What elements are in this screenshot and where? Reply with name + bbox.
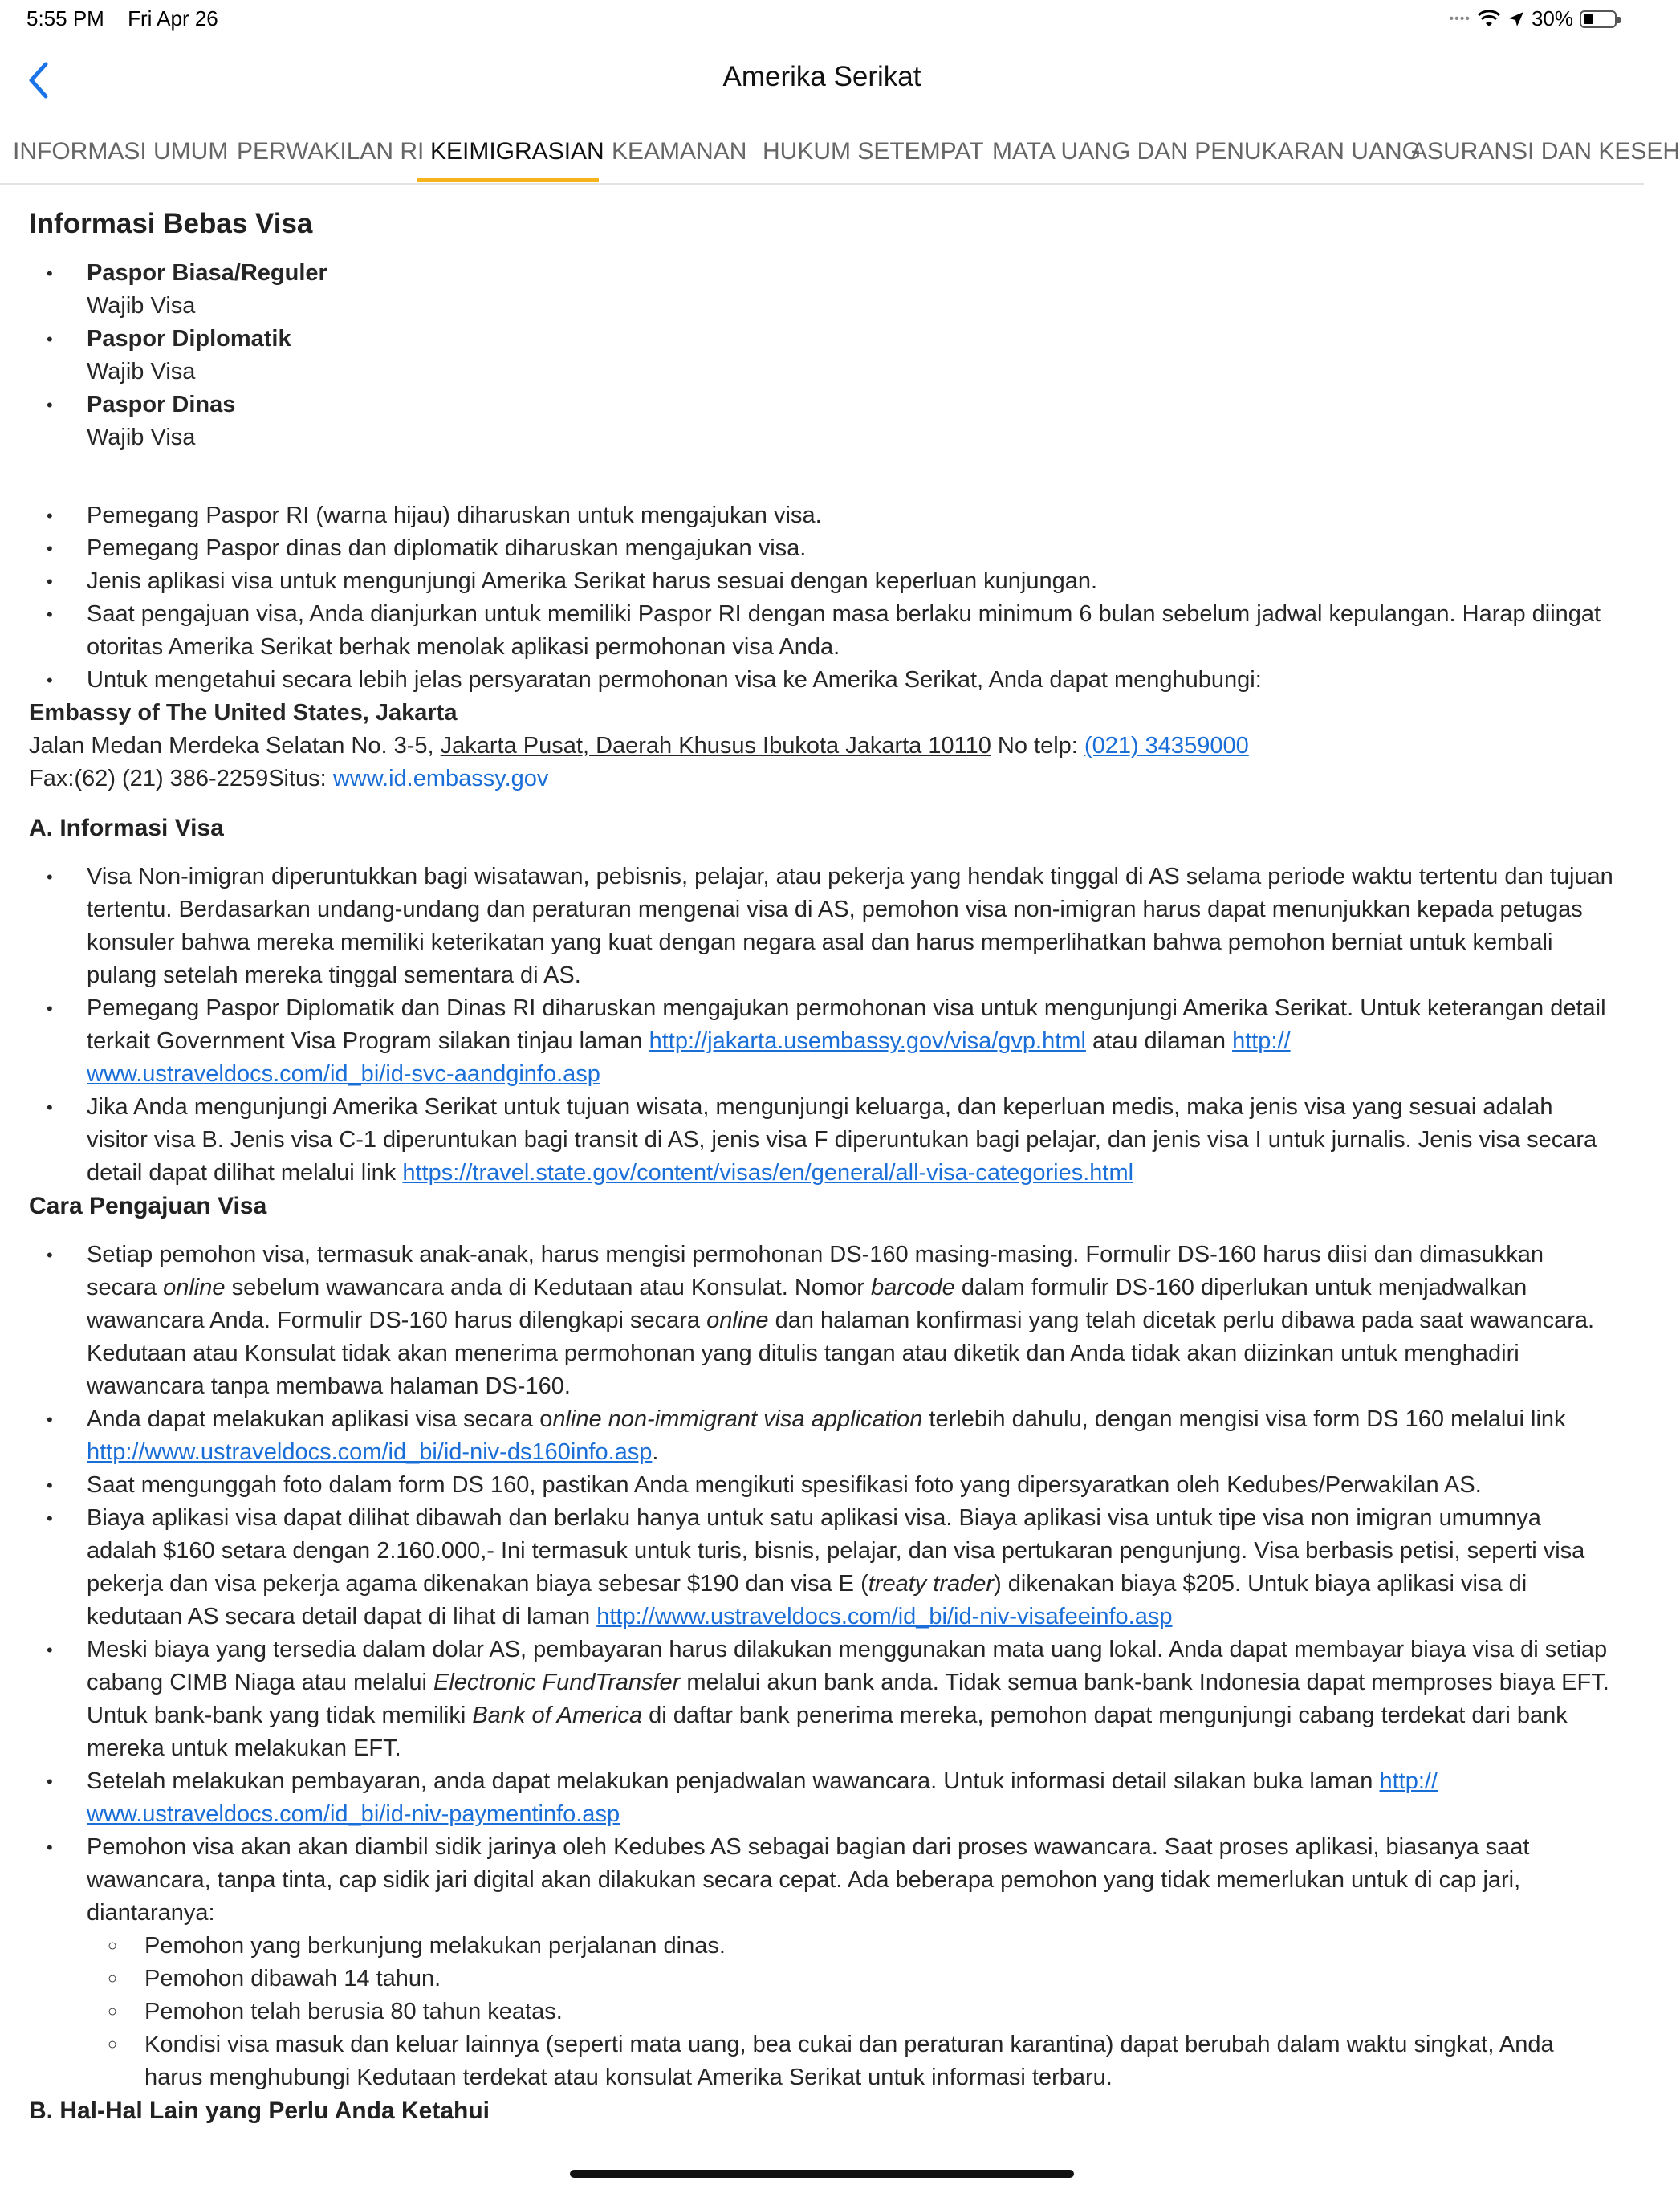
list-text: sebelum wawancara anda di Kedutaan atau Konsulat. Nomor xyxy=(225,1275,871,1300)
nav-bar xyxy=(0,40,1644,120)
aandginfo-link[interactable]: www.ustraveldocs.com/id_bi/id-svc-aandginfo.asp xyxy=(87,1061,600,1087)
list-text-italic: treaty trader xyxy=(868,1571,995,1597)
passport-list xyxy=(29,257,1615,454)
tab-bar xyxy=(0,120,1680,185)
list-item: • Visa Non-imigran diperuntukkan bagi wisatawan, pebisnis, pelajar, atau pekerja yang hendak tinggal di AS selama periode waktu tertentu dan tujuan tertentu. Berdasarkan undang-undang dan peraturan mengenai visa di AS, pemohon visa non-imigran harus dapat menunjukkan kepada petugas konsuler bahwa mereka memiliki keterikatan yang kuat dengan negara asal dan harus memperlihatkan bahwa pemohon berniat untuk kembali pulang setelah mereka tinggal sementara di AS. xyxy=(87,861,1615,992)
tab-mata-uang[interactable]: MATA UANG DAN PENUKARAN UANG xyxy=(992,138,1421,165)
list-text: Pemohon visa akan akan diambil sidik jarinya oleh Kedubes AS sebagai bagian dari proses wawancara. Saat proses aplikasi, biasanya saat wawancara, tanpa tinta, cap sidik jari digital akan dilakukan secara cepat. Ada beberapa pemohon yang tidak memerlukan untuk di cap jari, diantaranya: xyxy=(87,1834,1530,1926)
section-title-informasi-visa: A. Informasi Visa xyxy=(29,815,224,841)
list-text-italic: Electronic FundTransfer xyxy=(433,1670,681,1695)
sub-list-item: ○ Pemohon yang berkunjung melakukan perjalanan dinas. xyxy=(144,1930,1615,1963)
sub-list-item: ○ Kondisi visa masuk dan keluar lainnya (seperti mata uang, bea cukai dan peraturan karantina) dapat berubah dalam waktu singkat, Anda harus menghubungi Kedutaan terdekat atau konsulat Amerika Serikat untuk informasi terbaru. xyxy=(144,2028,1615,2094)
list-item xyxy=(87,323,1615,389)
list-item xyxy=(87,1831,1615,2094)
list-item xyxy=(87,257,1615,323)
battery-percent: 30% xyxy=(1531,6,1573,31)
section-title-bebas-visa: Informasi Bebas Visa xyxy=(29,208,313,239)
list-text: atau dilaman xyxy=(1085,1028,1233,1054)
list-item: • Saat pengajuan visa, Anda dianjurkan untuk memiliki Paspor RI dengan masa berlaku minimum 6 bulan sebelum jadwal kepulangan. Harap diingat otoritas Amerika Serikat berhak menolak aplikasi permohonan visa Anda. xyxy=(87,598,1615,664)
embassy-address-city: Jakarta Pusat, Daerah Khusus Ibukota Jakarta 10110 xyxy=(440,733,991,759)
list-item: • Pemegang Paspor RI (warna hijau) diharuskan untuk mengajukan visa. xyxy=(87,499,1615,532)
list-text: terlebih dahulu, dengan mengisi visa form DS 160 melalui link xyxy=(922,1406,1566,1432)
embassy-address-street: Jalan Medan Merdeka Selatan No. 3-5, xyxy=(29,733,441,759)
embassy-phone-link[interactable]: (021) 34359000 xyxy=(1084,733,1249,759)
passport-status: Wajib Visa xyxy=(87,293,196,319)
status-date: Fri Apr 26 xyxy=(128,6,218,31)
status-time-date xyxy=(26,6,236,31)
list-item xyxy=(87,1403,1615,1469)
list-text-italic: Bank of America xyxy=(472,1703,643,1728)
signal-dots-icon: •••• xyxy=(1449,11,1471,26)
tab-asuransi[interactable]: ASURANSI DAN KESEH xyxy=(1411,138,1680,165)
visa-notes-list xyxy=(29,499,1615,697)
list-item xyxy=(87,1765,1615,1831)
content-area[interactable] xyxy=(29,183,1615,2127)
tab-hukum-setempat[interactable]: HUKUM SETEMPAT xyxy=(763,138,984,165)
status-bar xyxy=(0,0,1644,40)
aandginfo-link[interactable]: http:// xyxy=(1232,1028,1291,1054)
fingerprint-exemption-list xyxy=(87,1930,1615,2094)
list-item: • Untuk mengetahui secara lebih jelas persyaratan permohonan visa ke Amerika Serikat, Anda dapat menghubungi: xyxy=(87,664,1615,697)
home-indicator[interactable] xyxy=(570,2170,1074,2178)
list-text: . xyxy=(652,1439,659,1465)
gvp-link[interactable]: http://jakarta.usembassy.gov/visa/gvp.html xyxy=(649,1028,1086,1054)
embassy-fax-line xyxy=(29,763,1615,795)
list-text: melalui akun bank anda. Tidak semua bank-bank Indonesia dapat memproses biaya EFT. Untuk bank-bank yang tidak memiliki xyxy=(87,1670,1609,1728)
list-text-italic: online xyxy=(706,1308,769,1333)
tab-informasi-umum[interactable]: INFORMASI UMUM xyxy=(13,138,229,165)
sub-list-item: ○ Pemohon telah berusia 80 tahun keatas. xyxy=(144,1996,1615,2028)
ds160-link[interactable]: http://www.ustraveldocs.com/id_bi/id-niv-ds160info.asp xyxy=(87,1439,653,1465)
list-text: Pemegang Paspor Diplomatik dan Dinas RI diharuskan mengajukan permohonan visa untuk mengunjungi Amerika Serikat. Untuk keterangan detail terkait Government Visa Program silakan tinjau laman xyxy=(87,995,1606,1054)
section-title-hal-lain: B. Hal-Hal Lain yang Perlu Anda Ketahui xyxy=(29,2097,490,2124)
passport-status: Wajib Visa xyxy=(87,425,196,450)
visafee-link[interactable]: http://www.ustraveldocs.com/id_bi/id-niv-visafeeinfo.asp xyxy=(596,1604,1173,1629)
embassy-site-link[interactable]: www.id.embassy.gov xyxy=(332,766,549,791)
status-indicators xyxy=(1450,6,1617,31)
tab-keimigrasian[interactable]: KEIMIGRASIAN xyxy=(430,138,604,165)
list-item xyxy=(87,1239,1615,1403)
status-time: 5:55 PM xyxy=(26,6,104,31)
list-item: • Jenis aplikasi visa untuk mengunjungi Amerika Serikat harus sesuai dengan keperluan kunjungan. xyxy=(87,565,1615,598)
tab-keamanan[interactable]: KEAMANAN xyxy=(612,138,747,165)
page-title: Amerika Serikat xyxy=(722,61,921,92)
list-text: Meski biaya yang tersedia dalam dolar AS, pembayaran harus dilakukan menggunakan mata uang lokal. Anda dapat membayar biaya visa di setiap cabang CIMB Niaga atau melalui xyxy=(87,1637,1608,1695)
wifi-icon xyxy=(1477,10,1501,28)
list-text: di daftar bank penerima mereka, pemohon dapat mengunjungi cabang terdekat dari bank mereka untuk melakukan EFT. xyxy=(87,1703,1568,1761)
list-item xyxy=(87,1091,1615,1190)
location-arrow-icon xyxy=(1507,10,1525,28)
active-tab-indicator xyxy=(417,178,599,182)
list-item xyxy=(87,1502,1615,1634)
passport-type: • Paspor Biasa/Reguler xyxy=(87,260,327,286)
list-item xyxy=(87,1634,1615,1765)
passport-type: • Paspor Diplomatik xyxy=(87,326,291,352)
battery-icon xyxy=(1580,10,1617,28)
list-item: • Saat mengunggah foto dalam form DS 160, pastikan Anda mengikuti spesifikasi foto yang dipersyaratkan oleh Kedubes/Perwakilan AS. xyxy=(87,1469,1615,1502)
embassy-fax: Fax:(62) (21) 386-2259Situs: xyxy=(29,766,333,791)
list-text-italic: online xyxy=(163,1275,226,1300)
passport-status: Wajib Visa xyxy=(87,359,196,384)
informasi-visa-list xyxy=(29,861,1615,1190)
list-item xyxy=(87,389,1615,454)
list-text: Jika Anda mengunjungi Amerika Serikat untuk tujuan wisata, mengunjungi keluarga, dan keperluan medis, maka jenis visa yang sesuai adalah visitor visa B. Jenis visa C-1 diperuntukan bagi transit di AS, jenis visa F diperuntukan bagi pelajar, dan jenis visa I untuk jurnalis. Jenis visa secara detail dapat dilihat melalui link xyxy=(87,1094,1597,1186)
list-text-italic: barcode xyxy=(870,1275,955,1300)
phone-label: No telp: xyxy=(991,733,1084,759)
passport-type: • Paspor Dinas xyxy=(87,392,236,417)
embassy-name: Embassy of The United States, Jakarta xyxy=(29,700,458,726)
list-text-italic: nline non-immigrant visa application xyxy=(552,1406,923,1432)
list-text: Setiap pemohon visa, termasuk anak-anak, harus mengisi permohonan DS-160 masing-masing. Formulir DS-160 harus diisi dan dimasukkan secara xyxy=(87,1242,1544,1300)
list-text: dalam formulir DS-160 diperlukan untuk menjadwalkan wawancara Anda. Formulir DS-160 harus dilengkapi secara xyxy=(87,1275,1527,1333)
list-text: Anda dapat melakukan aplikasi visa secara o xyxy=(87,1406,553,1432)
sub-list-item: ○ Pemohon dibawah 14 tahun. xyxy=(144,1963,1615,1996)
paymentinfo-link[interactable]: http:// xyxy=(1379,1768,1438,1794)
tab-perwakilan-ri[interactable]: PERWAKILAN RI xyxy=(237,138,425,165)
visa-categories-link[interactable]: https://travel.state.gov/content/visas/en/general/all-visa-categories.html xyxy=(402,1160,1134,1186)
list-item xyxy=(87,992,1615,1091)
list-text: ) dikenakan biaya $205. Untuk biaya aplikasi visa di kedutaan AS secara detail dapat di lihat di laman xyxy=(87,1571,1527,1629)
list-text: dan halaman konfirmasi yang telah dicetak perlu dibawa pada saat wawancara. Kedutaan atau Konsulat tidak akan menerima permohonan yang ditulis tangan atau diketik dan Anda tidak akan diizinkan untuk menghadiri wawancara tanpa membawa halaman DS-160. xyxy=(87,1308,1595,1399)
list-text: Biaya aplikasi visa dapat dilihat dibawah dan berlaku hanya untuk satu aplikasi visa. Biaya aplikasi visa untuk tipe visa non imigran umumnya adalah $160 setara dengan 2.160.000,- Ini termasuk untuk turis, bisnis, pelajar, dan visa pertukaran pengunjung. Visa berbasis petisi, seperti visa pekerja dan visa pekerja agama dikenakan biaya sebesar $190 dan visa E ( xyxy=(87,1505,1585,1597)
embassy-address-line xyxy=(29,730,1615,763)
embassy-contact xyxy=(29,697,1615,795)
list-text: Setelah melakukan pembayaran, anda dapat melakukan penjadwalan wawancara. Untuk informasi detail silakan buka laman xyxy=(87,1768,1380,1794)
list-item: • Pemegang Paspor dinas dan diplomatik diharuskan mengajukan visa. xyxy=(87,532,1615,565)
paymentinfo-link[interactable]: www.ustraveldocs.com/id_bi/id-niv-paymentinfo.asp xyxy=(87,1801,620,1827)
section-title-cara-pengajuan: Cara Pengajuan Visa xyxy=(29,1193,267,1219)
cara-pengajuan-list xyxy=(29,1239,1615,2094)
